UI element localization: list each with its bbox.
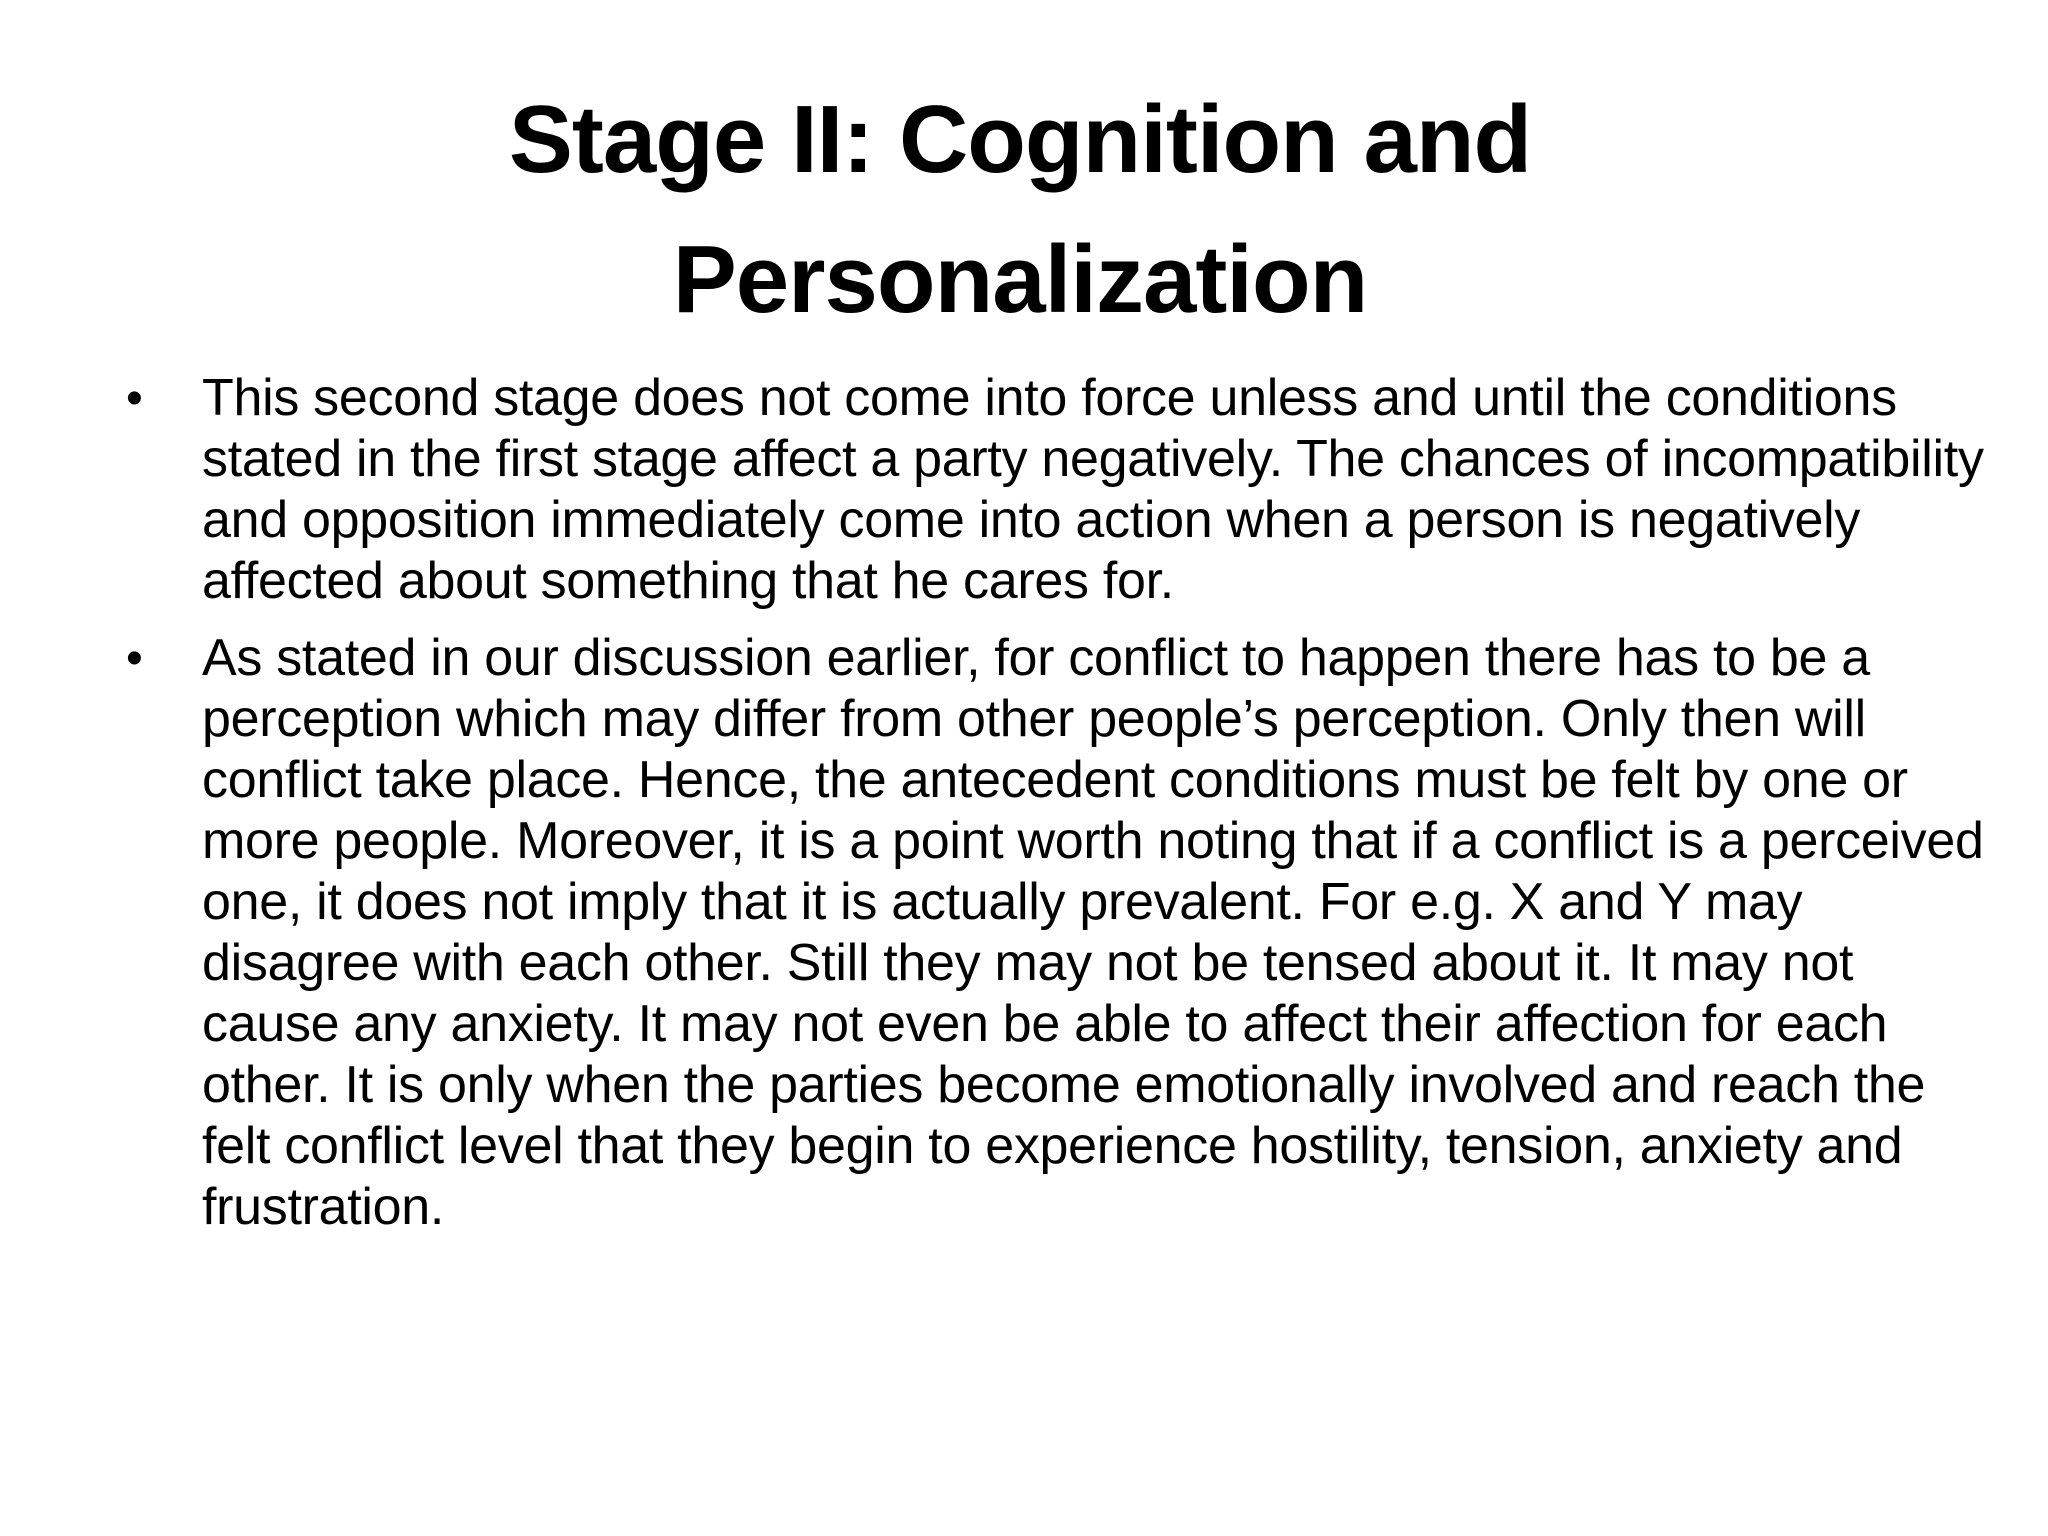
bullet-text: This second stage does not come into force unless and until the conditions stated in the first stage affect a party negatively. The chances of incompatibility and opposition immediately come into action when a person is negatively affected about something that he cares for. bbox=[202, 369, 1984, 610]
slide-title-line-2: Personalization bbox=[672, 226, 1368, 333]
bullet-text: As stated in our discussion earlier, for conflict to happen there has to be a perception which may differ from other people’s perception. Only then will conflict take place. Hence, the antecedent conditions must be felt by one or more people. Moreover, it is a point worth noting that if a conflict is a perceived one, it does not imply that it is actually prevalent. For e.g. X and Y may disagree with each other. Still they may not be tensed about it. It may not cause any anxiety. It may not even be able to affect their affection for each other. It is only when the parties become emotionally involved and reach the felt conflict level that they begin to experience hostility, tension, anxiety and frustration. bbox=[202, 629, 1984, 1236]
slide-title-line-1: Stage II: Cognition and bbox=[508, 86, 1532, 193]
bullet-list bbox=[118, 368, 1988, 1254]
slide-title bbox=[260, 70, 1780, 350]
bullet-item bbox=[118, 368, 1988, 612]
bullet-icon: • bbox=[126, 372, 143, 425]
bullet-item bbox=[118, 628, 1988, 1238]
bullet-icon: • bbox=[126, 632, 143, 685]
